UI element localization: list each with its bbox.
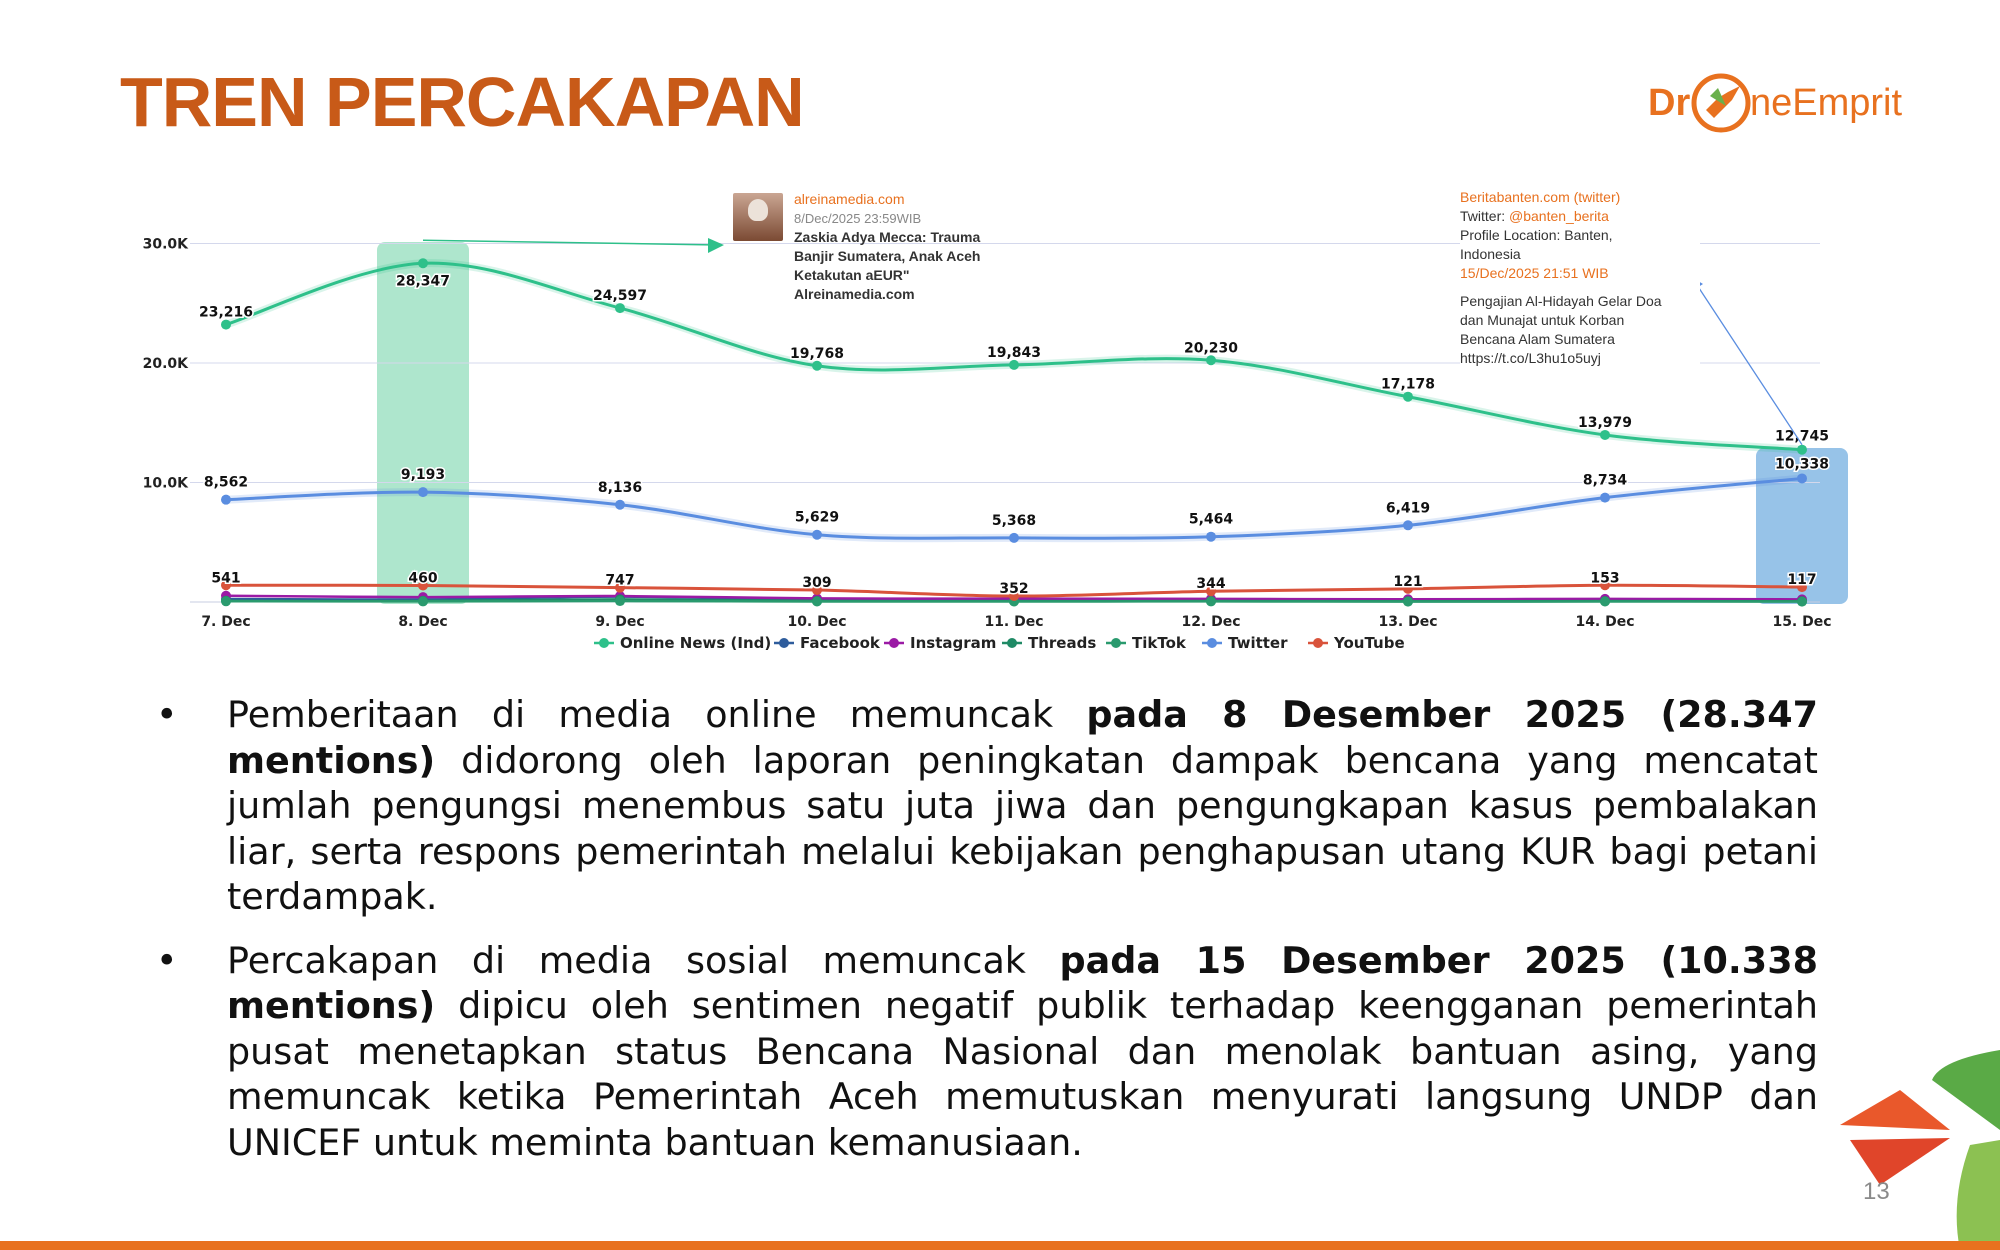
data-point	[615, 500, 625, 510]
annotation-left-line: Ketakutan aEUR"	[794, 267, 910, 283]
page-title: TREN PERCAKAPAN	[120, 63, 804, 141]
annotation-left-line: Banjir Sumatera, Anak Aceh	[794, 248, 981, 264]
annotation-right-location: Profile Location: Banten,	[1460, 227, 1613, 243]
y-tick-label: 30.0K	[142, 236, 188, 253]
data-label: 352	[999, 581, 1029, 598]
data-label: 24,597	[592, 288, 648, 305]
data-label: 309	[802, 575, 832, 592]
page-number: 13	[1863, 1178, 1890, 1205]
bullet-item	[150, 938, 1818, 1166]
x-tick-label: 7. Dec	[201, 614, 251, 630]
data-label: 8,562	[203, 474, 249, 491]
data-point	[221, 320, 231, 330]
data-point	[1797, 445, 1807, 455]
legend-label: Threads	[1028, 634, 1097, 652]
news-thumbnail	[733, 193, 783, 241]
legend-swatch	[1111, 638, 1121, 648]
legend-swatch	[1313, 638, 1323, 648]
data-point	[1206, 355, 1216, 365]
data-point	[1403, 520, 1413, 530]
annotation-right-source: Beritabanten.com (twitter)	[1460, 189, 1621, 205]
x-tick-label: 8. Dec	[398, 614, 448, 630]
data-point	[1600, 597, 1610, 607]
data-label: 10,338	[1774, 456, 1830, 473]
annotation-left-line: Zaskia Adya Mecca: Trauma	[794, 229, 981, 245]
annotation-right-twitter-prefix: Twitter:	[1460, 208, 1510, 224]
x-tick-label: 12. Dec	[1181, 614, 1241, 630]
data-label: 344	[1196, 576, 1226, 593]
logo-text-right: neEmprit	[1750, 82, 1903, 124]
bullet-dot: •	[156, 693, 178, 736]
data-point	[615, 596, 625, 606]
bullet-item	[150, 692, 1818, 920]
data-label: 19,768	[789, 345, 845, 362]
data-label: 460	[408, 570, 438, 587]
data-label: 121	[1393, 573, 1423, 590]
data-point	[1009, 533, 1019, 543]
legend-swatch	[1007, 638, 1017, 648]
data-label: 541	[211, 570, 241, 587]
logo-text-left: Dr	[1648, 82, 1691, 124]
annotation-right-text: Bencana Alam Sumatera	[1460, 331, 1615, 347]
bullet-text: Percakapan di media sosial memuncak	[227, 938, 1060, 982]
legend-label: YouTube	[1334, 634, 1405, 652]
data-point	[418, 258, 428, 268]
x-tick-label: 10. Dec	[787, 614, 847, 630]
legend-label: TikTok	[1132, 634, 1186, 652]
data-label: 23,216	[198, 304, 254, 321]
legend-label: Facebook	[800, 634, 880, 652]
annotation-left-source: alreinamedia.com	[794, 191, 905, 207]
data-label: 13,979	[1577, 414, 1633, 431]
data-label: 5,368	[991, 512, 1037, 529]
legend-swatch	[599, 638, 609, 648]
bullet-text: didorong oleh laporan peningkatan dampak bencana yang mencatat jumlah pengungsi menembus satu juta jiwa dan pengungkapan kasus pembalakan liar, serta respons pemerintah melalui kebijakan penghapusan utang KUR bagi petani terdampak.	[227, 738, 1818, 918]
y-tick-label: 20.0K	[142, 356, 188, 372]
decor-leaf-orange	[1840, 1090, 1950, 1130]
x-tick-label: 11. Dec	[984, 614, 1044, 630]
annotation-right-text: dan Munajat untuk Korban	[1460, 312, 1625, 328]
bottom-bar	[0, 1241, 2000, 1250]
legend-label: Online News (Ind)	[620, 634, 772, 652]
bullet-bold: pada 15 Desember 2025 (10.338 mentions)	[227, 938, 1818, 1027]
annotation-left	[794, 190, 1024, 304]
annotation-right-location: Indonesia	[1460, 246, 1521, 262]
data-point	[418, 487, 428, 497]
data-point	[1206, 532, 1216, 542]
bullet-dot: •	[156, 938, 178, 982]
data-point	[615, 303, 625, 313]
data-point	[1797, 597, 1807, 607]
data-point	[1600, 493, 1610, 503]
legend-swatch	[779, 638, 789, 648]
bullet-text: dipicu oleh sentimen negatif publik terhadap keengganan pemerintah pusat menetapkan status Bencana Nasional dan menolak bantuan asing, yang memuncak ketika Pemerintah Aceh memutuskan menyurati langsung UNDP dan UNICEF untuk meminta bantuan kemanusiaan.	[227, 984, 1818, 1164]
bullet-text: Pemberitaan di media online memuncak	[227, 693, 1087, 736]
annotation-arrow-left	[423, 240, 718, 245]
data-label: 5,464	[1188, 511, 1234, 528]
data-point	[221, 596, 231, 606]
decor-leaf-lime	[1957, 1140, 2000, 1250]
data-label: 19,843	[986, 344, 1042, 361]
data-point	[1009, 360, 1019, 370]
data-point	[812, 530, 822, 540]
data-label: 8,136	[597, 479, 643, 496]
bullet-bold: pada 8 Desember 2025 (28.347 mentions)	[227, 693, 1818, 782]
data-point	[1403, 597, 1413, 607]
data-point	[812, 597, 822, 607]
decor-leaf-green-top	[1932, 1050, 2000, 1130]
x-tick-label: 13. Dec	[1378, 614, 1438, 630]
bullet-list	[150, 692, 1818, 1183]
data-point	[1403, 392, 1413, 402]
annotation-right-text: Pengajian Al-Hidayah Gelar Doa	[1460, 293, 1662, 309]
legend-label: Instagram	[910, 634, 997, 652]
data-label: 20,230	[1183, 340, 1239, 357]
x-tick-label: 15. Dec	[1772, 614, 1832, 630]
data-label: 153	[1590, 570, 1620, 587]
y-tick-label: 10.0K	[142, 475, 188, 492]
legend-swatch	[1207, 638, 1217, 648]
data-point	[221, 495, 231, 505]
legend-label: Twitter	[1228, 634, 1288, 652]
data-point	[1797, 473, 1807, 483]
data-label: 17,178	[1380, 376, 1436, 393]
data-point	[1206, 596, 1216, 606]
x-tick-label: 9. Dec	[595, 614, 645, 630]
data-label: 12,745	[1774, 428, 1830, 445]
data-label: 9,193	[400, 467, 446, 484]
annotation-left-line: Alreinamedia.com	[794, 286, 915, 302]
data-point	[418, 596, 428, 606]
data-label: 28,347	[395, 273, 451, 290]
data-label: 117	[1787, 572, 1817, 589]
data-label: 5,629	[794, 509, 840, 526]
annotation-right-text: https://t.co/L3hu1o5uyj	[1460, 350, 1601, 366]
legend-swatch	[889, 638, 899, 648]
corner-decoration	[1820, 1030, 2000, 1250]
arrowhead-icon	[708, 238, 724, 253]
annotation-right-handle: @banten_berita	[1509, 208, 1609, 224]
annotation-right	[1460, 188, 1700, 368]
data-point	[1600, 430, 1610, 440]
annotation-left-datetime: 8/Dec/2025 23:59WIB	[794, 211, 922, 226]
data-label: 6,419	[1385, 500, 1431, 517]
data-point	[812, 361, 822, 371]
data-label: 8,734	[1582, 472, 1628, 489]
highlight-band	[377, 242, 469, 604]
data-label: 747	[605, 572, 635, 589]
x-tick-label: 14. Dec	[1575, 614, 1635, 630]
drone-emprit-logo	[1648, 70, 1918, 140]
annotation-right-datetime: 15/Dec/2025 21:51 WIB	[1460, 265, 1609, 281]
